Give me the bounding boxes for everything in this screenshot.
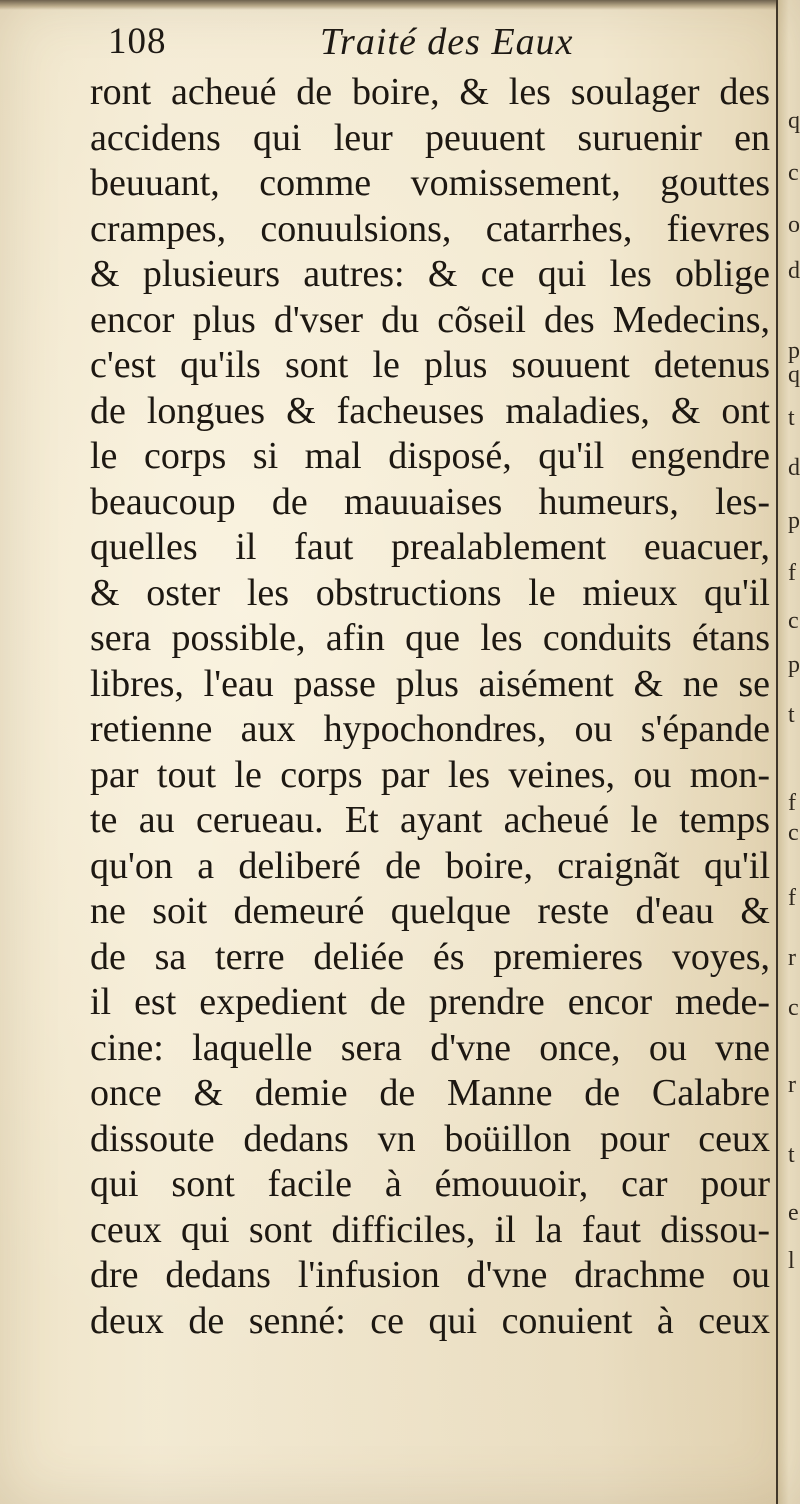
text-line: dre dedans l'infusion d'vne drachme ou [90,1254,770,1296]
facing-page-letter: f [788,790,796,816]
text-line: cine: laquelle sera d'vne once, ou vne [90,1026,770,1069]
facing-page-letter: f [788,885,796,911]
text-line: deux de senné: ce qui conuient à ceux [90,1299,770,1342]
facing-page-edge [776,0,800,1504]
text-line: beaucoup de mauuaises humeurs, les- [90,480,770,523]
facing-page-letter: q [788,108,800,134]
body-text [90,70,770,1344]
text-line: retienne aux hypochondres, ou s'épande [90,708,770,750]
facing-page-letter: p [788,652,800,678]
text-line: & plusieurs autres: & ce qui les oblige [90,253,770,295]
text-line: accidens qui leur peuuent suruenir en [90,116,770,159]
facing-page-letter: t [788,1142,795,1168]
facing-page-letter: c [788,820,799,846]
text-line: sera possible, afin que les conduits étans [90,617,770,659]
facing-page-letter: d [788,258,800,284]
facing-page-letter: d [788,455,800,481]
text-line: qui sont facile à émouuoir, car pour [90,1163,770,1205]
facing-page-letter: c [788,995,799,1021]
text-line: il est expedient de prendre encor mede- [90,981,770,1023]
facing-page-letter: r [788,1072,796,1098]
facing-page-letter: c [788,608,799,634]
text-line: ne soit demeuré quelque reste d'eau & [90,890,770,932]
facing-page-letter: o [788,212,800,238]
text-line: te au cerueau. Et ayant acheué le temps [90,799,770,841]
text-line: c'est qu'ils sont le plus souuent detenus [90,344,770,386]
text-line: dissoute dedans vn boüillon pour ceux [90,1117,770,1160]
text-line: once & demie de Manne de Calabre [90,1072,770,1114]
text-line: de longues & facheuses maladies, & ont [90,389,770,432]
text-line: de sa terre deliée és premieres voyes, [90,935,770,978]
page-top-edge [0,0,800,10]
facing-page-letter: t [788,405,795,431]
page-header [100,14,760,64]
text-line: qu'on a deliberé de boire, craignãt qu'il [90,844,770,887]
facing-page-letter: f [788,560,796,586]
running-title: Traité des Eaux [320,21,574,63]
facing-page-letter: q [788,362,800,388]
facing-page-letter: p [788,338,800,364]
facing-page-letter: t [788,702,795,728]
text-line: ront acheué de boire, & les soulager des [90,71,770,113]
text-line: encor plus d'vser du cõseil des Medecins, [90,298,770,341]
text-line: libres, l'eau passe plus aisément & ne se [90,662,770,705]
text-line: par tout le corps par les veines, ou mon- [90,753,770,796]
page-number: 108 [108,21,167,62]
text-line: ceux qui sont difficiles, il la faut dissou- [90,1208,770,1251]
facing-page-letter: r [788,945,796,971]
text-line: beuuant, comme vomissement, gouttes [90,162,770,204]
facing-page-letter: p [788,508,800,534]
text-line: le corps si mal disposé, qu'il engendre [90,435,770,477]
facing-page-letter: e [788,1200,799,1226]
text-line: & oster les obstructions le mieux qu'il [90,571,770,614]
facing-page-letter: l [788,1248,795,1274]
facing-page-letter: c [788,160,799,186]
text-line: quelles il faut prealablement euacuer, [90,526,770,568]
text-line: crampes, conuulsions, catarrhes, fievres [90,207,770,250]
